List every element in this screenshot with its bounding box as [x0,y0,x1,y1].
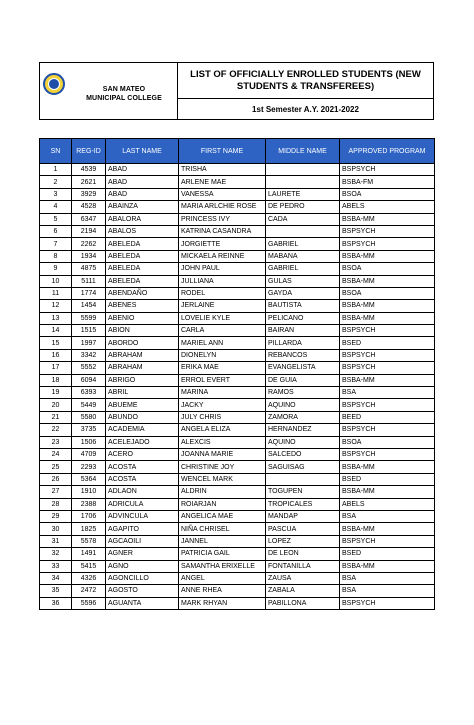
cell-last-name: ABAD [106,164,179,176]
cell-first-name: MARIA ARLCHIE ROSE [179,201,266,213]
cell-middle-name: PASCUA [266,523,340,535]
table-row [40,374,435,386]
college-seal-icon [43,73,65,95]
cell-last-name: ABENIO [106,312,179,324]
cell-sn: 25 [40,461,72,473]
cell-sn: 9 [40,263,72,275]
cell-middle-name: PABILLONA [266,597,340,609]
document-header [39,62,434,120]
table-row [40,300,435,312]
cell-first-name: ANNE RHEA [179,585,266,597]
table-row [40,362,435,374]
cell-reg-id: 4875 [72,263,106,275]
cell-first-name: MARK RHYAN [179,597,266,609]
cell-last-name: ABELEDA [106,263,179,275]
cell-approved-program: BSBA-MM [340,461,435,473]
table-row [40,399,435,411]
cell-middle-name: GABRIEL [266,238,340,250]
cell-middle-name: SALCEDO [266,448,340,460]
cell-middle-name: BAIRAN [266,325,340,337]
cell-last-name: AGOSTO [106,585,179,597]
table-row [40,510,435,522]
cell-reg-id: 1515 [72,325,106,337]
cell-last-name: ABRAHAM [106,349,179,361]
cell-reg-id: 1910 [72,486,106,498]
cell-approved-program: BSBA-MM [340,312,435,324]
cell-first-name: SAMANTHA ERIXELLE [179,560,266,572]
cell-middle-name: SAGUISAG [266,461,340,473]
table-row [40,201,435,213]
cell-middle-name: DE PEDRO [266,201,340,213]
cell-reg-id: 4528 [72,201,106,213]
table-row [40,473,435,485]
cell-approved-program: BSBA-MM [340,486,435,498]
cell-middle-name: TOGUPEN [266,486,340,498]
cell-first-name: LOVELIE KYLE [179,312,266,324]
column-header-middle-name: MIDDLE NAME [266,139,340,164]
cell-middle-name: PELICANO [266,312,340,324]
cell-first-name: ALEXCIS [179,436,266,448]
table-row [40,238,435,250]
cell-middle-name: REBANCOS [266,349,340,361]
cell-first-name: MARINA [179,387,266,399]
cell-sn: 3 [40,188,72,200]
cell-middle-name: CADA [266,213,340,225]
cell-last-name: ABAINZA [106,201,179,213]
cell-first-name: ANGELICA MAE [179,510,266,522]
cell-reg-id: 5415 [72,560,106,572]
cell-first-name: ERROL EVERT [179,374,266,386]
cell-approved-program: BSOA [340,287,435,299]
column-header-approved-program: APPROVED PROGRAM [340,139,435,164]
cell-reg-id: 5552 [72,362,106,374]
cell-reg-id: 4709 [72,448,106,460]
cell-last-name: ABUNDO [106,411,179,423]
cell-first-name: MARIEL ANN [179,337,266,349]
cell-last-name: ACADEMIA [106,424,179,436]
cell-middle-name: BAUTISTA [266,300,340,312]
cell-sn: 24 [40,448,72,460]
cell-first-name: PRINCESS IVY [179,213,266,225]
cell-approved-program: BSPSYCH [340,362,435,374]
cell-approved-program: BSBA-FM [340,176,435,188]
cell-first-name: PATRICIA GAIL [179,548,266,560]
cell-last-name: ABAD [106,188,179,200]
table-row [40,535,435,547]
cell-approved-program: BSA [340,510,435,522]
cell-reg-id: 5578 [72,535,106,547]
cell-reg-id: 1506 [72,436,106,448]
cell-sn: 8 [40,250,72,262]
cell-middle-name: GAYDA [266,287,340,299]
cell-first-name: ROIARJAN [179,498,266,510]
table-header-row [40,139,435,164]
table-row [40,225,435,237]
cell-reg-id: 3735 [72,424,106,436]
cell-reg-id: 6393 [72,387,106,399]
table-row [40,461,435,473]
cell-sn: 18 [40,374,72,386]
cell-first-name: KATRINA CASANDRA [179,225,266,237]
cell-last-name: ABENES [106,300,179,312]
cell-reg-id: 4539 [72,164,106,176]
table-row [40,176,435,188]
cell-reg-id: 6347 [72,213,106,225]
column-header-sn: SN [40,139,72,164]
cell-last-name: ABALOS [106,225,179,237]
cell-reg-id: 2388 [72,498,106,510]
cell-reg-id: 1934 [72,250,106,262]
cell-first-name: RODEL [179,287,266,299]
cell-reg-id: 5599 [72,312,106,324]
table-row [40,523,435,535]
cell-last-name: ABRIL [106,387,179,399]
column-header-reg-id: REG-ID [72,139,106,164]
enrolled-students-table [39,138,435,610]
cell-first-name: JACKY [179,399,266,411]
cell-middle-name: MANDAP [266,510,340,522]
list-title: LIST OF OFFICIALLY ENROLLED STUDENTS (NEW STUDENTS & TRANSFEREES) [178,63,433,99]
table-row [40,436,435,448]
cell-last-name: AGAPITO [106,523,179,535]
cell-first-name: ANGEL [179,572,266,584]
table-row [40,411,435,423]
cell-last-name: ABUEME [106,399,179,411]
cell-approved-program: BSPSYCH [340,225,435,237]
cell-last-name: ACELEJADO [106,436,179,448]
cell-first-name: JULLIANA [179,275,266,287]
cell-first-name: VANESSA [179,188,266,200]
cell-approved-program: BSBA-MM [340,374,435,386]
cell-sn: 31 [40,535,72,547]
cell-first-name: MICKAELA REINNE [179,250,266,262]
title-block [178,63,433,119]
cell-middle-name: EVANGELISTA [266,362,340,374]
college-name-line2: MUNICIPAL COLLEGE [86,95,162,102]
cell-middle-name: GABRIEL [266,263,340,275]
cell-middle-name: HERNANDEZ [266,424,340,436]
cell-middle-name: DE LEON [266,548,340,560]
table-row [40,424,435,436]
table-row [40,387,435,399]
cell-sn: 30 [40,523,72,535]
cell-approved-program: BSBA-MM [340,523,435,535]
cell-reg-id: 2472 [72,585,106,597]
cell-approved-program: BSBA-MM [340,560,435,572]
cell-approved-program: BSPSYCH [340,238,435,250]
table-row [40,498,435,510]
cell-approved-program: ABELS [340,498,435,510]
cell-sn: 19 [40,387,72,399]
table-row [40,548,435,560]
cell-last-name: ADRICULA [106,498,179,510]
cell-sn: 33 [40,560,72,572]
cell-sn: 34 [40,572,72,584]
cell-first-name: ALDRIN [179,486,266,498]
cell-sn: 23 [40,436,72,448]
college-block [40,63,178,119]
cell-approved-program: BSED [340,548,435,560]
cell-approved-program: BSPSYCH [340,325,435,337]
table-row [40,164,435,176]
cell-last-name: ABION [106,325,179,337]
cell-sn: 22 [40,424,72,436]
cell-first-name: JERLAINE [179,300,266,312]
table-row [40,597,435,609]
column-header-first-name: FIRST NAME [179,139,266,164]
cell-middle-name: LAURETE [266,188,340,200]
cell-approved-program: BSBA-MM [340,250,435,262]
cell-approved-program: BSED [340,337,435,349]
table-body [40,164,435,610]
cell-reg-id: 1825 [72,523,106,535]
cell-sn: 17 [40,362,72,374]
cell-middle-name: ZAMORA [266,411,340,423]
cell-last-name: AGONCILLO [106,572,179,584]
cell-first-name: JOHN PAUL [179,263,266,275]
cell-sn: 15 [40,337,72,349]
cell-last-name: ABELEDA [106,250,179,262]
cell-approved-program: BSPSYCH [340,448,435,460]
cell-reg-id: 2262 [72,238,106,250]
college-name [74,85,174,103]
cell-approved-program: BSA [340,387,435,399]
cell-last-name: ACERO [106,448,179,460]
cell-middle-name [266,225,340,237]
cell-sn: 35 [40,585,72,597]
cell-first-name: ARLENE MAE [179,176,266,188]
cell-approved-program: BSA [340,585,435,597]
table-row [40,312,435,324]
table-row [40,337,435,349]
cell-middle-name: ZABALA [266,585,340,597]
cell-approved-program: BEED [340,411,435,423]
cell-reg-id: 2621 [72,176,106,188]
cell-reg-id: 2293 [72,461,106,473]
cell-reg-id: 3929 [72,188,106,200]
cell-middle-name: AQUINO [266,436,340,448]
cell-sn: 28 [40,498,72,510]
cell-reg-id: 1454 [72,300,106,312]
cell-last-name: AGCAOILI [106,535,179,547]
cell-last-name: ACOSTA [106,473,179,485]
cell-approved-program: BSOA [340,436,435,448]
cell-last-name: AGNER [106,548,179,560]
cell-last-name: ABAD [106,176,179,188]
cell-middle-name [266,164,340,176]
cell-middle-name: TROPICALES [266,498,340,510]
cell-sn: 32 [40,548,72,560]
semester-label: 1st Semester A.Y. 2021-2022 [252,104,359,114]
cell-reg-id: 5580 [72,411,106,423]
cell-middle-name: ZAUSA [266,572,340,584]
cell-middle-name: MABANA [266,250,340,262]
cell-last-name: AGUANTA [106,597,179,609]
cell-reg-id: 1491 [72,548,106,560]
cell-approved-program: BSED [340,473,435,485]
cell-sn: 10 [40,275,72,287]
cell-reg-id: 2194 [72,225,106,237]
cell-middle-name: DE GUIA [266,374,340,386]
cell-middle-name: AQUINO [266,399,340,411]
cell-sn: 29 [40,510,72,522]
cell-reg-id: 6094 [72,374,106,386]
cell-approved-program: BSOA [340,263,435,275]
cell-last-name: ABALORA [106,213,179,225]
cell-last-name: ABORDO [106,337,179,349]
cell-first-name: TRISHA [179,164,266,176]
cell-approved-program: BSBA-MM [340,300,435,312]
cell-sn: 27 [40,486,72,498]
cell-middle-name [266,473,340,485]
table-row [40,572,435,584]
cell-first-name: JANNEL [179,535,266,547]
cell-middle-name: PILLARDA [266,337,340,349]
cell-first-name: NIÑA CHRISEL [179,523,266,535]
cell-reg-id: 1997 [72,337,106,349]
cell-first-name: ERIKA MAE [179,362,266,374]
cell-reg-id: 1774 [72,287,106,299]
college-name-line1: SAN MATEO [102,86,146,93]
table-row [40,263,435,275]
table-row [40,325,435,337]
cell-approved-program: ABELS [340,201,435,213]
cell-last-name: AGNO [106,560,179,572]
cell-approved-program: BSBA-MM [340,275,435,287]
cell-sn: 12 [40,300,72,312]
cell-first-name: JULY CHRIS [179,411,266,423]
table-row [40,275,435,287]
table-row [40,188,435,200]
cell-last-name: ACOSTA [106,461,179,473]
cell-sn: 2 [40,176,72,188]
cell-last-name: ABRAHAM [106,362,179,374]
cell-sn: 6 [40,225,72,237]
table-row [40,213,435,225]
cell-sn: 11 [40,287,72,299]
cell-reg-id: 5364 [72,473,106,485]
cell-sn: 14 [40,325,72,337]
cell-sn: 16 [40,349,72,361]
table-row [40,448,435,460]
cell-reg-id: 1706 [72,510,106,522]
cell-middle-name: GULAS [266,275,340,287]
cell-first-name: CHRISTINE JOY [179,461,266,473]
cell-approved-program: BSBA-MM [340,213,435,225]
cell-last-name: ABENDAÑO [106,287,179,299]
cell-sn: 13 [40,312,72,324]
cell-middle-name: RAMOS [266,387,340,399]
cell-reg-id: 3342 [72,349,106,361]
cell-last-name: ABELEDA [106,275,179,287]
cell-sn: 36 [40,597,72,609]
table-row [40,585,435,597]
cell-first-name: WENCEL MARK [179,473,266,485]
cell-approved-program: BSPSYCH [340,597,435,609]
cell-sn: 1 [40,164,72,176]
cell-first-name: JOANNA MARIE [179,448,266,460]
cell-sn: 21 [40,411,72,423]
cell-approved-program: BSPSYCH [340,399,435,411]
cell-sn: 5 [40,213,72,225]
cell-approved-program: BSPSYCH [340,424,435,436]
cell-reg-id: 5449 [72,399,106,411]
cell-approved-program: BSPSYCH [340,535,435,547]
table-row [40,560,435,572]
cell-sn: 4 [40,201,72,213]
cell-approved-program: BSOA [340,188,435,200]
cell-approved-program: BSA [340,572,435,584]
cell-middle-name: LOPEZ [266,535,340,547]
table-row [40,349,435,361]
cell-middle-name [266,176,340,188]
cell-reg-id: 4326 [72,572,106,584]
cell-last-name: ABELEDA [106,238,179,250]
cell-sn: 7 [40,238,72,250]
table-row [40,486,435,498]
cell-approved-program: BSPSYCH [340,164,435,176]
cell-first-name: ANGELA ELIZA [179,424,266,436]
cell-first-name: DIONELYN [179,349,266,361]
cell-last-name: ADVINCULA [106,510,179,522]
cell-reg-id: 5111 [72,275,106,287]
cell-last-name: ABRIGO [106,374,179,386]
cell-middle-name: FONTANILLA [266,560,340,572]
cell-first-name: CARLA [179,325,266,337]
cell-sn: 26 [40,473,72,485]
cell-reg-id: 5596 [72,597,106,609]
column-header-last-name: LAST NAME [106,139,179,164]
cell-first-name: JORGIETTE [179,238,266,250]
cell-sn: 20 [40,399,72,411]
cell-approved-program: BSPSYCH [340,349,435,361]
table-row [40,250,435,262]
cell-last-name: ADLAON [106,486,179,498]
table-row [40,287,435,299]
